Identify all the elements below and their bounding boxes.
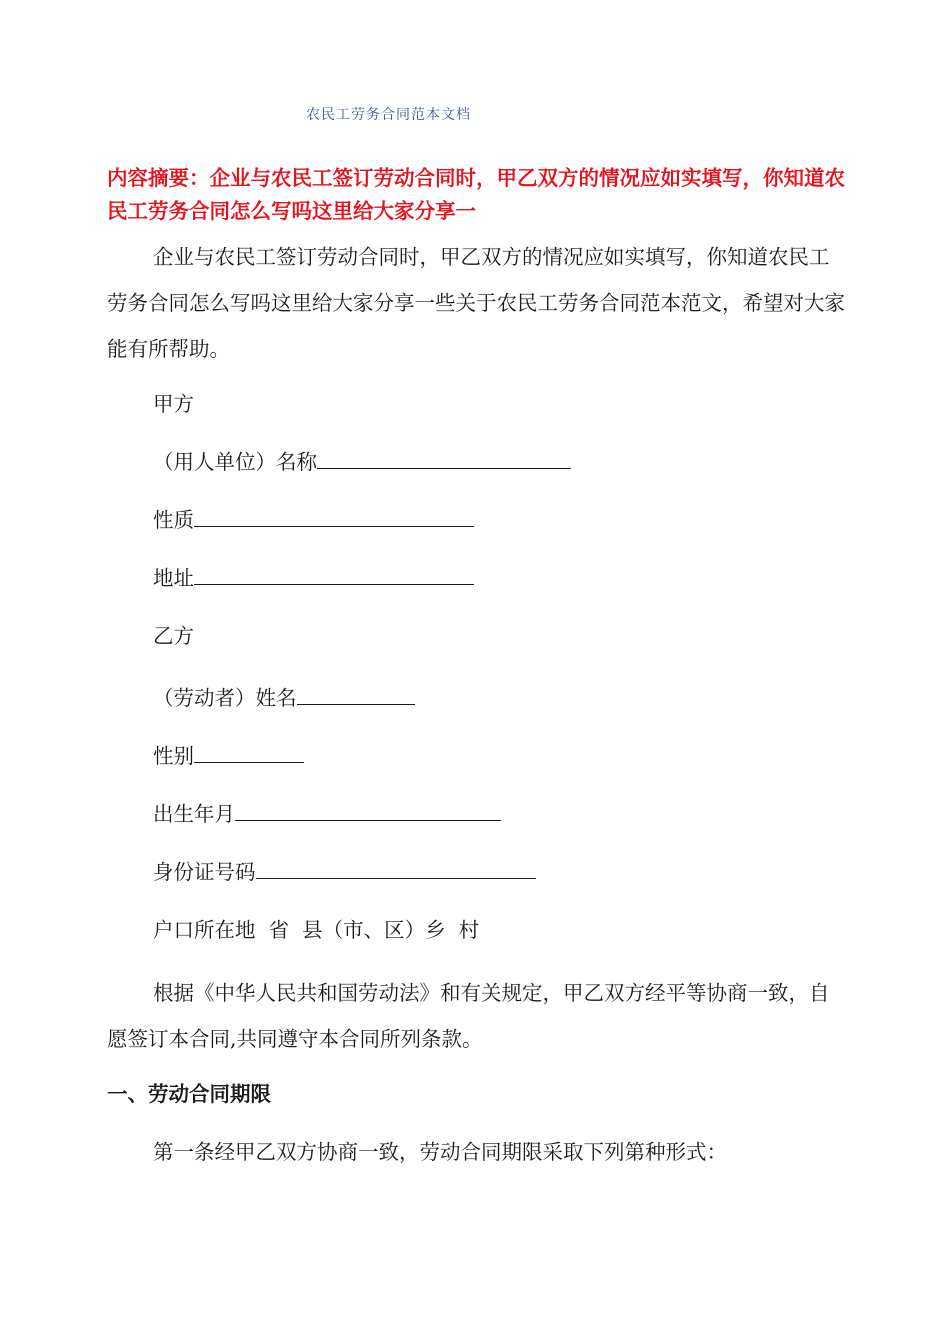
section-1-title: 一、劳动合同期限: [107, 1082, 271, 1106]
employer-name-field: [153, 448, 571, 476]
party-a-heading: 甲方: [153, 392, 194, 416]
article-1: 第一条经甲乙双方协商一致，劳动合同期限采取下列第种形式：: [153, 1140, 727, 1164]
employer-name-label: （用人单位）名称: [153, 450, 317, 474]
party-b-heading: 乙方: [153, 624, 194, 648]
nature-blank: [194, 506, 474, 527]
birth-field: [153, 800, 501, 828]
gender-field: [153, 742, 304, 770]
id-number-label: 身份证号码: [153, 860, 256, 884]
gender-blank: [194, 742, 304, 763]
content-summary: 内容摘要：企业与农民工签订劳动合同时，甲乙双方的情况应如实填写，你知道农民工劳务合同怎么写吗这里给大家分享一: [107, 166, 845, 223]
household-line: 户口所在地 省 县（市、区）乡 村: [153, 918, 480, 942]
id-number-blank: [256, 858, 536, 879]
id-number-field: [153, 858, 536, 886]
document-header-title: 农民工劳务合同范本文档: [306, 107, 471, 123]
worker-name-label: （劳动者）姓名: [153, 686, 297, 710]
address-blank: [194, 564, 474, 585]
birth-blank: [235, 800, 501, 821]
legal-basis-paragraph: 根据《中华人民共和国劳动法》和有关规定，甲乙双方经平等协商一致，自愿签订本合同,共同遵守本合同所列条款。: [107, 981, 830, 1051]
gender-label: 性别: [153, 744, 194, 768]
address-label: 地址: [153, 566, 194, 590]
address-field: [153, 564, 474, 592]
worker-name-blank: [297, 684, 415, 705]
nature-label: 性质: [153, 508, 194, 532]
employer-name-blank: [317, 448, 571, 469]
intro-paragraph: 企业与农民工签订劳动合同时，甲乙双方的情况应如实填写，你知道农民工劳务合同怎么写吗这里给大家分享一些关于农民工劳务合同范本范文，希望对大家能有所帮助。: [107, 245, 845, 361]
birth-label: 出生年月: [153, 802, 235, 826]
worker-name-field: [153, 684, 415, 712]
nature-field: [153, 506, 474, 534]
